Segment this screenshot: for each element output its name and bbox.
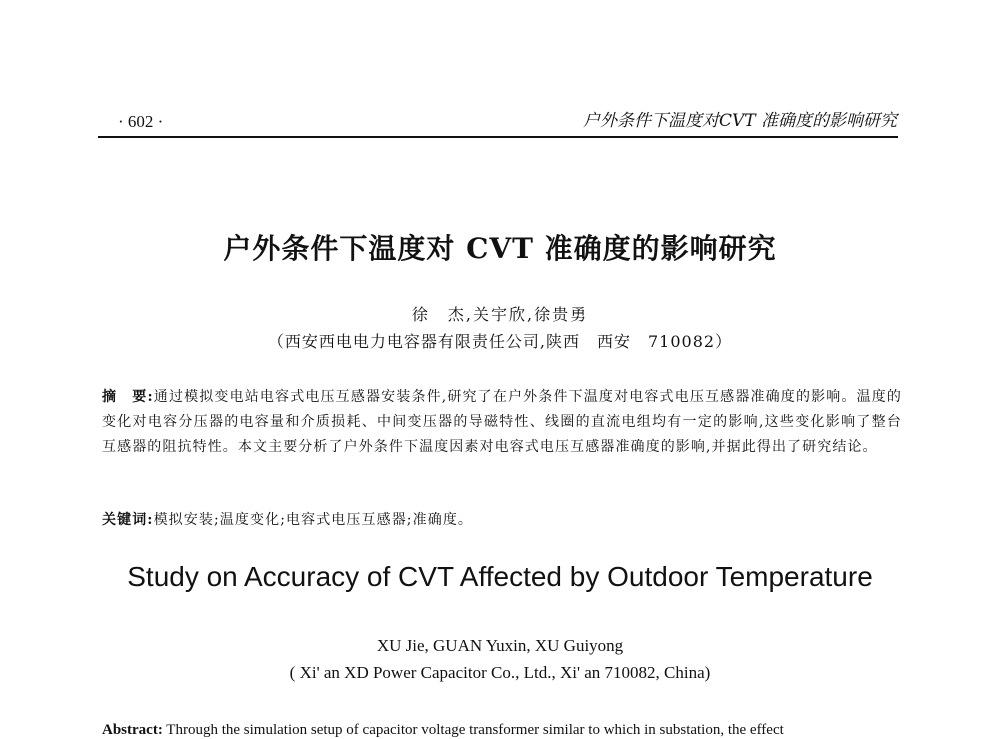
english-title: Study on Accuracy of CVT Affected by Outdoor Temperature [127, 561, 873, 592]
chinese-title: 户外条件下温度对 CVT 准确度的影响研究 [223, 232, 777, 265]
english-abstract [102, 722, 902, 739]
chinese-abstract [102, 385, 902, 460]
english-affiliation: ( Xi' an XD Power Capacitor Co., Ltd., Xi' an 710082, China) [289, 663, 711, 682]
chinese-keywords-text: 模拟安装;温度变化;电容式电压互感器;准确度。 [153, 512, 474, 528]
chinese-abstract-label: 摘 要: [102, 389, 154, 405]
running-title: 户外条件下温度对CVT 准确度的影响研究 [582, 111, 897, 131]
chinese-authors: 徐 杰,关宇欣,徐贵勇 [411, 305, 589, 324]
chinese-abstract-text: 通过模拟变电站电容式电压互感器安装条件,研究了在户外条件下温度对电容式电压互感器准确度的影响。温度的变化对电容分压器的电容量和介质损耗、中间变压器的导磁特性、线圈的直流电组均有一定的影响,这些变化影响了整台互感器的阻抗特性。本文主要分析了户外条件下温度因素对电容式电压互感器准确度的影响,并据此得出了研究结论。 [102, 389, 902, 455]
chinese-keywords-label: 关键词: [102, 512, 154, 528]
english-abstract-label: Abstract: [102, 722, 163, 738]
header-rule [98, 136, 898, 138]
chinese-affiliation: （西安西电电力电容器有限责任公司,陕西 西安 710082） [267, 332, 733, 351]
english-abstract-text: Through the simulation setup of capacitor voltage transformer similar to which in substation, the effect [162, 722, 784, 738]
page-number: · 602 · [118, 112, 164, 131]
chinese-keywords [102, 508, 902, 533]
english-authors: XU Jie, GUAN Yuxin, XU Guiyong [376, 636, 624, 655]
